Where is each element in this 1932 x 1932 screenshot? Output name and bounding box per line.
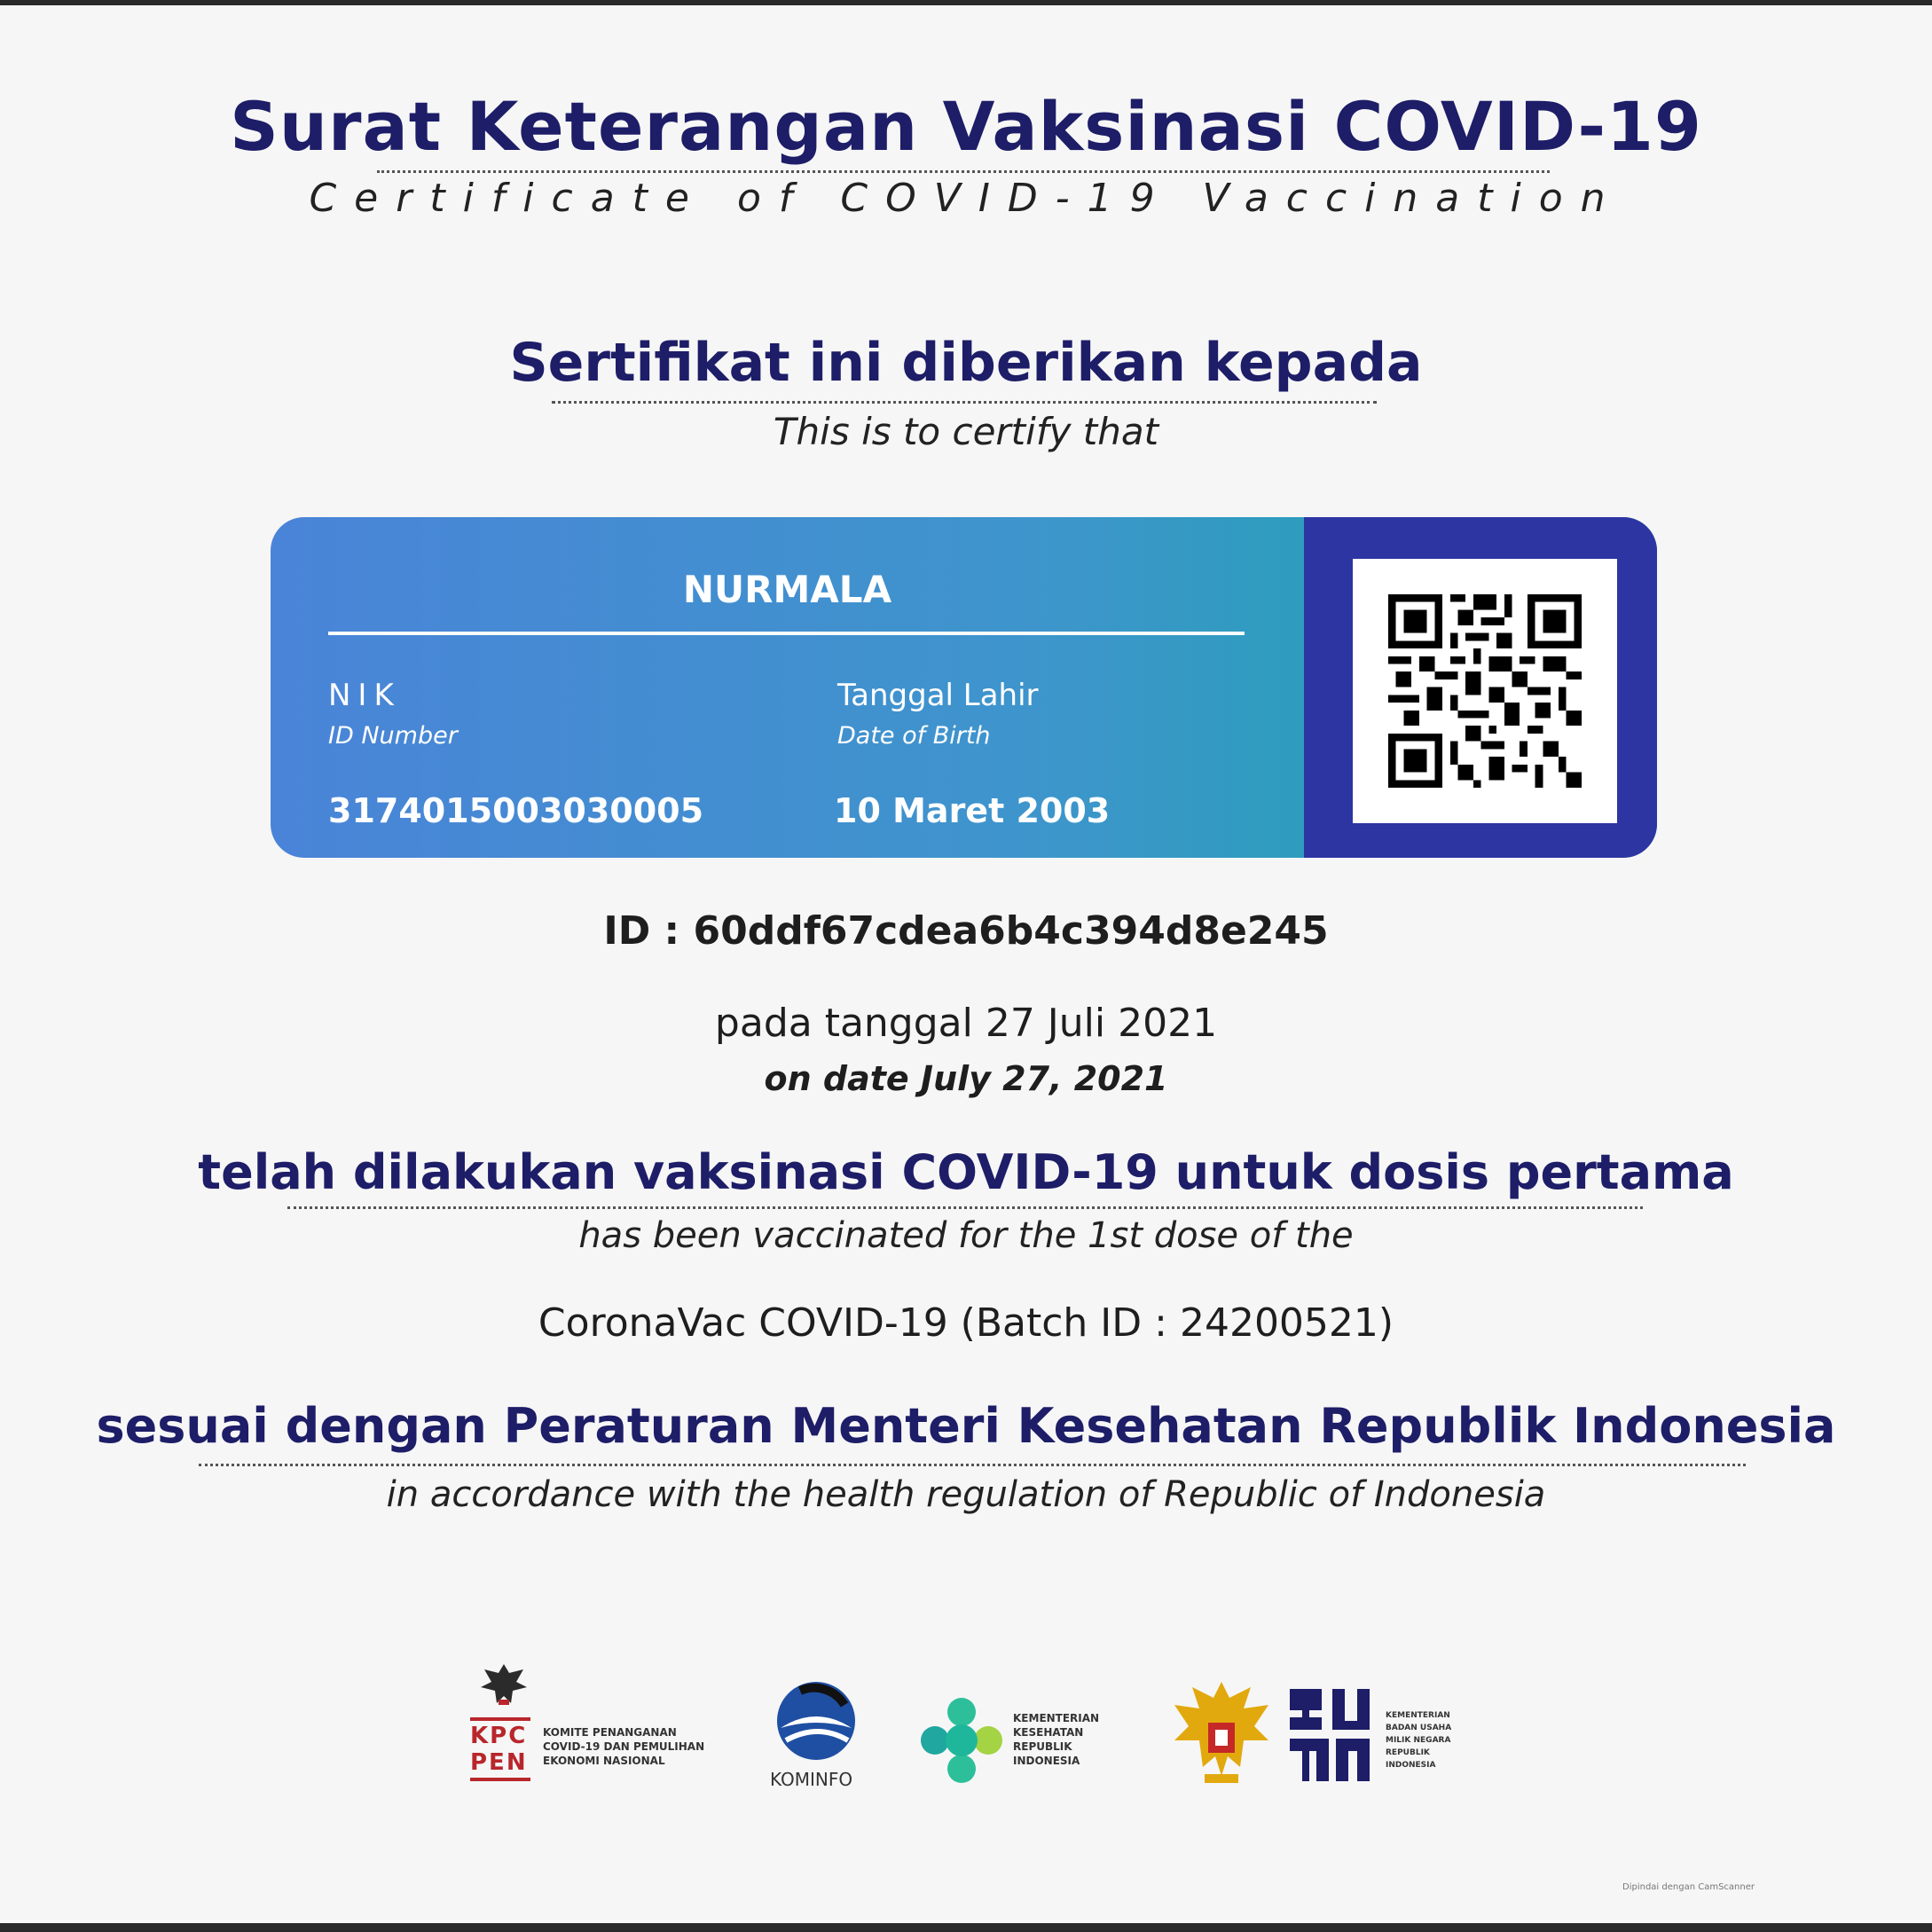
garuda-logo — [1169, 1678, 1274, 1794]
qr-code-icon — [1388, 594, 1582, 788]
regulation-divider — [199, 1464, 1746, 1466]
kominfo-label: KOMINFO — [770, 1769, 853, 1790]
kpcpen-line-1: KOMITE PENANGANAN — [543, 1726, 677, 1739]
certify-text: This is to certify that — [773, 410, 1159, 453]
bumn-logo — [1286, 1685, 1464, 1788]
name-underline — [328, 632, 1245, 635]
bottom-border — [0, 1923, 1932, 1932]
holder-name: NURMALA — [682, 568, 892, 611]
bumn-line-1: KEMENTERIAN — [1386, 1711, 1450, 1720]
kemenkes-cross-icon — [919, 1696, 1004, 1785]
bumn-line-3: MILIK NEGARA — [1386, 1736, 1451, 1745]
nik-sublabel: ID Number — [328, 722, 458, 750]
given-to-divider — [552, 401, 1377, 404]
scan-watermark: Dipindai dengan CamScanner — [1622, 1882, 1755, 1892]
nik-value: 3174015003030005 — [328, 791, 704, 830]
kominfo-logo — [763, 1678, 869, 1794]
kemenkes-logo — [919, 1696, 1123, 1794]
kpcpen-line-2: COVID-19 DAN PEMULIHAN — [543, 1740, 705, 1753]
regulation-statement-en: in accordance with the health regulation of Republic of Indonesia — [386, 1474, 1546, 1515]
nik-label: NIK — [328, 678, 401, 713]
kemenkes-line-3: REPUBLIK — [1013, 1740, 1072, 1753]
pen-mark: PEN — [470, 1749, 528, 1776]
kpcpen-line-3: EKONOMI NASIONAL — [543, 1755, 665, 1767]
kemenkes-line-1: KEMENTERIAN — [1013, 1712, 1100, 1724]
title-divider — [377, 170, 1550, 173]
bumn-line-4: REPUBLIK — [1386, 1748, 1430, 1757]
vaccination-date-en: on date July 27, 2021 — [764, 1059, 1168, 1098]
qr-code — [1353, 559, 1617, 823]
kemenkes-line-4: INDONESIA — [1013, 1755, 1080, 1767]
regulation-statement: sesuai dengan Peraturan Menteri Kesehatan Republik Indonesia — [96, 1398, 1836, 1454]
vaccination-date: pada tanggal 27 Juli 2021 — [714, 1001, 1218, 1046]
bumn-line-2: BADAN USAHA — [1386, 1724, 1452, 1732]
kemenkes-line-2: KESEHATAN — [1013, 1726, 1084, 1739]
dob-value: 10 Maret 2003 — [834, 791, 1111, 830]
vaccination-statement: telah dilakukan vaksinasi COVID-19 untuk dosis pertama — [198, 1144, 1734, 1200]
top-border — [0, 0, 1932, 5]
kpcpen-logo — [470, 1661, 719, 1785]
vaccination-statement-en: has been vaccinated for the 1st dose of the — [578, 1215, 1354, 1256]
kominfo-globe-icon — [774, 1678, 859, 1763]
certificate-title: Surat Keterangan Vaksinasi COVID-19 — [230, 87, 1702, 166]
certificate-subtitle: Certificate of COVID-19 Vaccination — [309, 176, 1623, 221]
kpc-mark: KPC — [470, 1723, 528, 1749]
vaccine-batch: CoronaVac COVID-19 (Batch ID : 24200521) — [538, 1300, 1394, 1346]
bumn-mark-icon — [1286, 1685, 1375, 1785]
statement-divider — [287, 1206, 1643, 1209]
dob-label: Tanggal Lahir — [837, 678, 1039, 713]
dob-sublabel: Date of Birth — [837, 722, 991, 750]
garuda-small-icon — [479, 1661, 529, 1712]
bumn-line-5: INDONESIA — [1386, 1761, 1436, 1770]
given-to-heading: Sertifikat ini diberikan kepada — [509, 332, 1423, 394]
certificate-id: ID : 60ddf67cdea6b4c394d8e245 — [603, 908, 1329, 954]
garuda-icon — [1169, 1678, 1274, 1790]
